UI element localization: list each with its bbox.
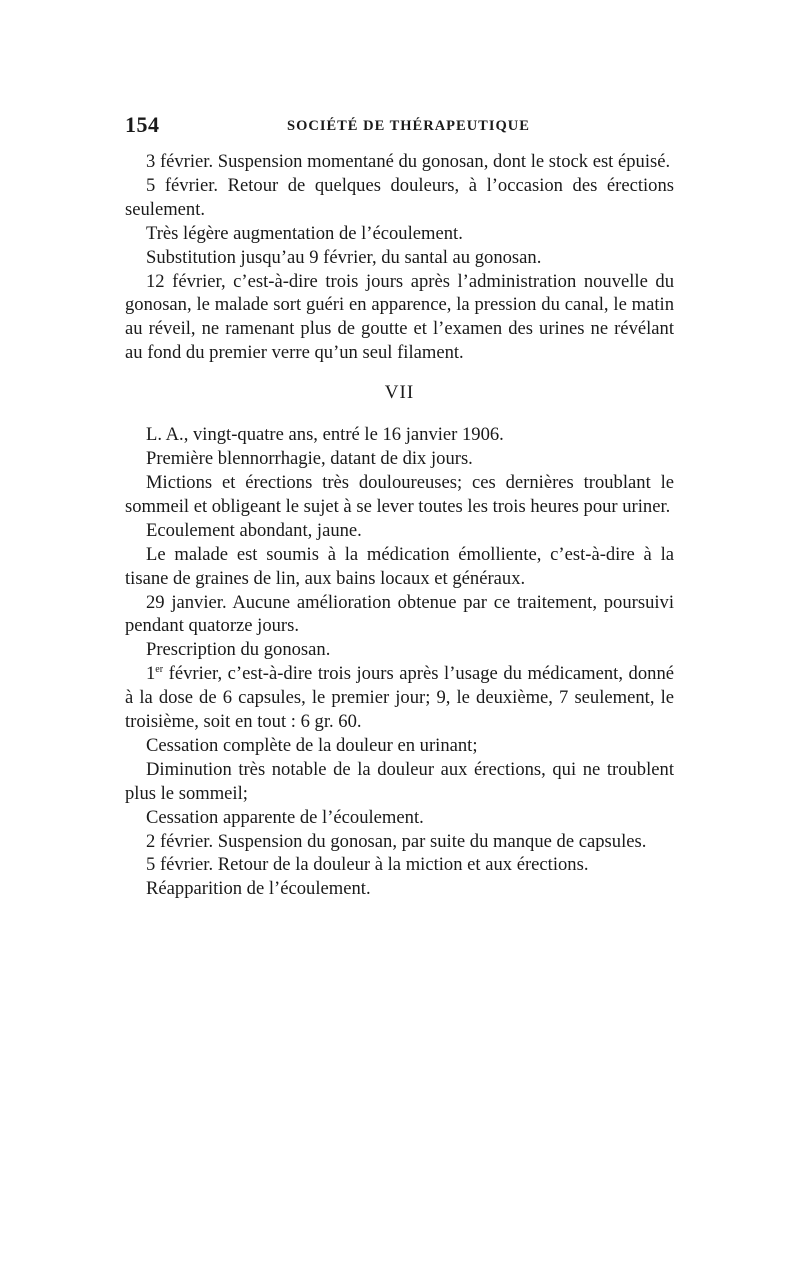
paragraph: 3 février. Suspension momentané du gonosan, dont le stock est épuisé. xyxy=(146,151,671,172)
paragraph: 12 février, c’est-à-dire trois jours après l’administration nouvelle du gonosan, le malade sort guéri en apparence, la pression du canal, le matin au réveil, ne ramenant plus de goutte et l’examen des urines ne révélant au fond du premier verre qu’un seul filament. xyxy=(125,270,674,364)
paragraph: Cessation complète de la douleur en urinant; xyxy=(146,734,478,756)
paragraph: 5 février. Retour de la douleur à la miction et aux érections. xyxy=(146,854,589,876)
ordinal-day: 1 xyxy=(146,663,156,685)
paragraph: 2 février. Suspension du gonosan, par suite du manque de capsules. xyxy=(146,830,647,852)
paragraph: Le malade est soumis à la médication émolliente, c’est-à-dire à la tisane de graines de lin, aux bains locaux et généraux. xyxy=(125,543,674,589)
case-continuation xyxy=(125,150,674,365)
paragraph: 29 janvier. Aucune amélioration obtenue par ce traitement, poursuivi pendant quatorze jours. xyxy=(125,591,674,637)
page-header xyxy=(125,112,674,142)
paragraph: Mictions et érections très douloureuses; ces dernières troublant le sommeil et obligeant le sujet à se lever toutes les trois heures pour uriner. xyxy=(125,471,674,517)
paragraph: Prescription du gonosan. xyxy=(146,639,331,661)
paragraph: Réapparition de l’écoulement. xyxy=(146,878,371,900)
case-vii xyxy=(125,423,674,901)
running-title: SOCIÉTÉ DE THÉRAPEUTIQUE xyxy=(287,118,530,134)
paragraph-first-february xyxy=(125,662,674,734)
ordinal-suffix: er xyxy=(155,664,164,676)
paragraph: Diminution très notable de la douleur aux érections, qui ne troublent plus le sommeil; xyxy=(125,758,674,804)
paragraph: Ecoulement abondant, jaune. xyxy=(146,519,362,541)
paragraph: Cessation apparente de l’écoulement. xyxy=(146,806,424,828)
paragraph-text: février, c’est-à-dire trois jours après l’usage du médicament, donné à la dose de 6 capsules, le premier jour; 9, le deuxième, 7 seulement, le troisième, soit en tout : 6 gr. 60. xyxy=(125,663,674,733)
document-page xyxy=(125,112,674,901)
paragraph: L. A., vingt-quatre ans, entré le 16 janvier 1906. xyxy=(146,424,504,446)
paragraph: 5 février. Retour de quelques douleurs, à l’occasion des érections seulement. xyxy=(125,174,674,220)
paragraph: Substitution jusqu’au 9 février, du santal au gonosan. xyxy=(146,246,542,268)
section-heading: VII xyxy=(384,382,415,404)
paragraph: Très légère augmentation de l’écoulement. xyxy=(146,222,463,244)
paragraph: Première blennorrhagie, datant de dix jours. xyxy=(146,448,473,470)
page-number: 154 xyxy=(125,112,160,137)
